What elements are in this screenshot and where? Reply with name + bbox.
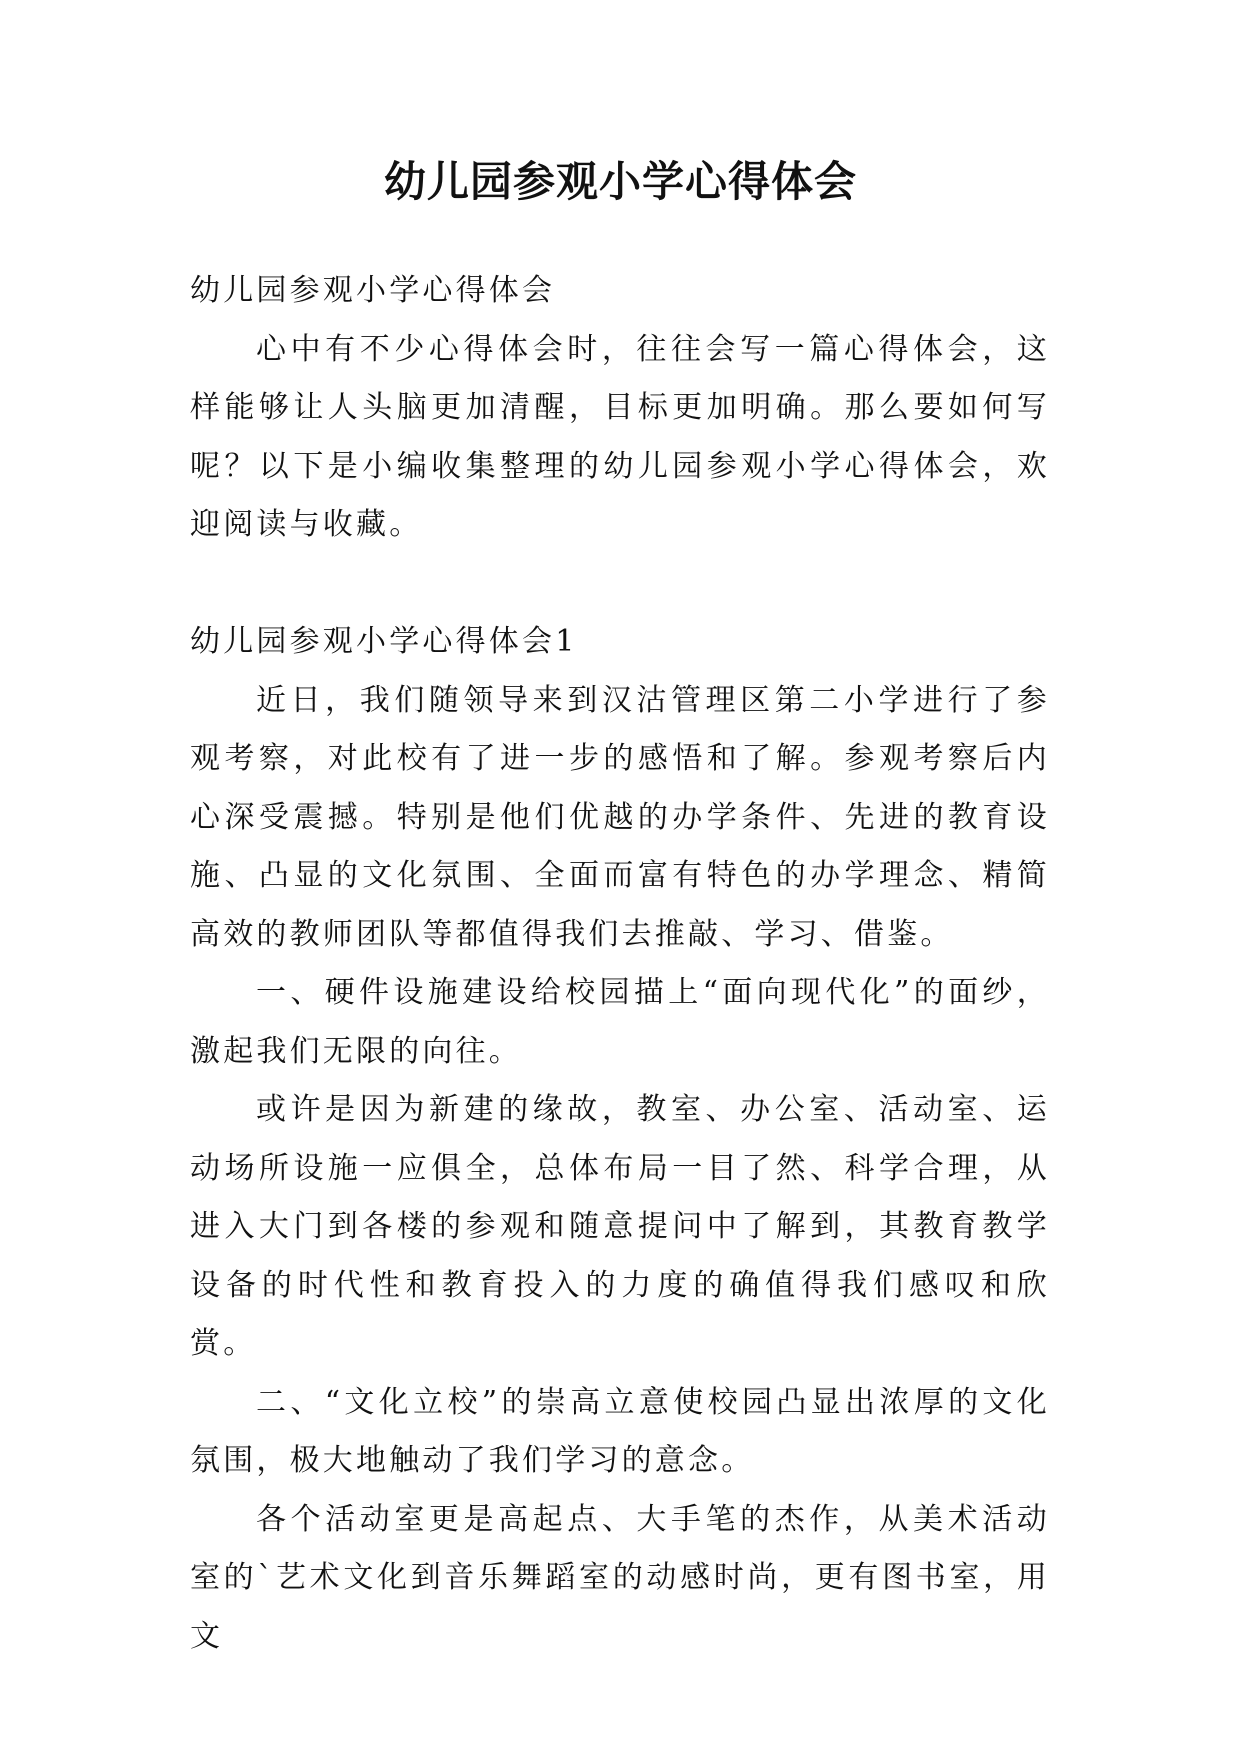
- paragraph-spacer: [190, 555, 1050, 614]
- document-body: [190, 262, 1050, 1666]
- document-title: 幼儿园参观小学心得体会: [383, 157, 857, 206]
- body-paragraph: 各个活动室更是高起点、大手笔的杰作，从美术活动室的`艺术文化到音乐舞蹈室的动感时尚，更有图书室，用文: [190, 1501, 1050, 1654]
- intro-paragraph: 心中有不少心得体会时，往往会写一篇心得体会，这样能够让人头脑更加清醒，目标更加明确。那么要如何写呢？以下是小编收集整理的幼儿园参观小学心得体会，欢迎阅读与收藏。: [190, 331, 1050, 542]
- body-paragraph: 一、硬件设施建设给校园描上“面向现代化”的面纱，激起我们无限的向往。: [190, 975, 1050, 1069]
- document-subtitle: 幼儿园参观小学心得体会: [190, 273, 556, 308]
- body-paragraph: 近日，我们随领导来到汉沽管理区第二小学进行了参观考察，对此校有了进一步的感悟和了解。参观考察后内心深受震撼。特别是他们优越的办学条件、先进的教育设施、凸显的文化氛围、全面而富有特色的办学理念、精简高效的教师团队等都值得我们去推敲、学习、借鉴。: [190, 682, 1050, 952]
- section-heading: 幼儿园参观小学心得体会1: [190, 624, 578, 659]
- body-paragraph: 二、“文化立校”的崇高立意使校园凸显出浓厚的文化氛围，极大地触动了我们学习的意念。: [190, 1384, 1050, 1478]
- body-paragraph: 或许是因为新建的缘故，教室、办公室、活动室、运动场所设施一应俱全，总体布局一目了然、科学合理，从进入大门到各楼的参观和随意提问中了解到，其教育教学设备的时代性和教育投入的力度的确值得我们感叹和欣赏。: [190, 1092, 1050, 1361]
